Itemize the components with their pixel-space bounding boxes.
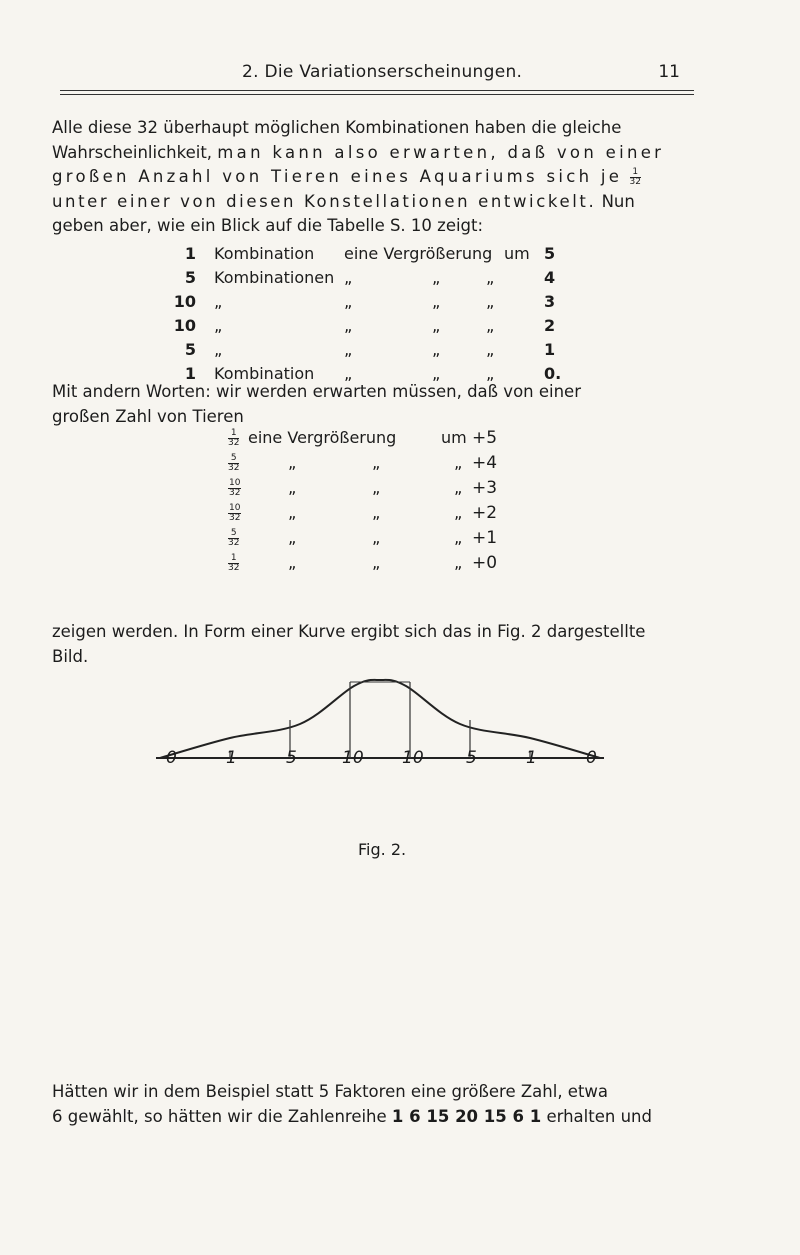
p4-line-2a: 6 gewählt, so hätten wir die Zahlenreihe: [52, 1106, 387, 1126]
fraction-numerator: 1: [228, 554, 239, 564]
row-um: um: [441, 428, 467, 447]
fraction-numerator: 10: [229, 478, 241, 488]
x-tick-label: 10: [342, 748, 364, 768]
combination-word: Kombinationen: [214, 268, 335, 287]
fraction-denominator: 32: [228, 438, 240, 448]
header-rule-top: [60, 90, 694, 91]
combination-value: 1: [544, 340, 556, 359]
row-fraction: [228, 454, 239, 473]
figure-caption: Fig. 2.: [358, 840, 407, 859]
running-header: [60, 58, 692, 86]
x-tick-label: 10: [402, 748, 424, 768]
p1-line-4a: unter einer von diesen Konstellationen entwickelt.: [52, 191, 597, 211]
p4-line-1: Hätten wir in dem Beispiel statt 5 Faktoren eine größere Zahl, etwa: [52, 1082, 609, 1101]
row-ditto-1: „: [288, 528, 297, 547]
fraction-denominator: 32: [629, 177, 641, 187]
p3-line-2: Bild.: [52, 646, 89, 666]
row-value: +3: [472, 478, 498, 498]
combination-row: [160, 244, 580, 268]
combination-ditto-3: „: [486, 268, 495, 287]
combination-word: Kombination: [214, 364, 315, 383]
combination-phrase: „: [344, 292, 353, 311]
combination-value: 4: [544, 268, 556, 287]
combination-phrase: „: [344, 316, 353, 335]
fraction-numerator: 1: [630, 168, 641, 178]
p1-line-4b: Nun: [601, 191, 635, 211]
row-value: +0: [472, 553, 498, 573]
row-value: +2: [472, 503, 498, 523]
fraction-row: [226, 428, 526, 453]
combination-word: „: [214, 316, 223, 335]
combination-value: 3: [544, 292, 556, 311]
paragraph-3: [52, 620, 702, 669]
combination-phrase: „: [344, 340, 353, 359]
row-value: +4: [472, 453, 498, 473]
row-ditto-1: „: [288, 453, 297, 472]
row-ditto-1: „: [288, 553, 297, 572]
p4-line-2: [52, 1105, 702, 1130]
combination-word: „: [214, 292, 223, 311]
combination-ditto-2: „: [432, 292, 441, 311]
fraction-denominator: 32: [228, 463, 240, 473]
row-ditto-1: „: [288, 503, 297, 522]
fraction-table: [226, 428, 526, 578]
p1-line-4: [52, 190, 702, 215]
combination-count: 10: [173, 292, 196, 311]
p3-line-1: zeigen werden. In Form einer Kurve ergibt sich das in Fig. 2 dargestellte: [52, 622, 646, 641]
fraction-denominator: 32: [228, 538, 240, 548]
paragraph-2: [52, 380, 702, 429]
fraction-row: [226, 528, 526, 553]
row-fraction: [228, 504, 241, 523]
fraction-denominator: 32: [228, 563, 240, 573]
combination-value: 2: [544, 316, 556, 335]
combination-count: 10: [173, 316, 196, 335]
row-value: +1: [472, 528, 498, 548]
row-phrase: eine Vergrößerung: [248, 428, 397, 447]
x-axis-labels: [160, 748, 600, 778]
combination-ditto-2: „: [432, 268, 441, 287]
fraction-numerator: 1: [228, 429, 239, 439]
combination-row: [160, 340, 580, 364]
combination-table: [160, 244, 580, 388]
combination-phrase: eine Vergrößerung: [344, 244, 493, 263]
p1-line-2a: Wahrscheinlichkeit,: [52, 142, 213, 162]
row-fraction: [228, 554, 239, 573]
distribution-curve-figure: [170, 676, 590, 796]
x-tick-label: 0: [586, 748, 597, 768]
header-title: 2. Die Variationserscheinungen.: [242, 62, 523, 82]
combination-value: 0.: [544, 364, 562, 383]
fraction-numerator: 10: [229, 503, 241, 513]
fraction-denominator: 32: [229, 488, 241, 498]
bell-curve: [160, 680, 600, 758]
row-ditto-2: „: [372, 503, 381, 522]
combination-word: „: [214, 340, 223, 359]
p1-line-1: Alle diese 32 überhaupt möglichen Kombinationen haben die gleiche: [52, 118, 622, 137]
p1-line-2b: man kann also erwarten, daß von einer: [217, 142, 665, 162]
row-ditto-1: „: [288, 478, 297, 497]
row-ditto-3: „: [454, 478, 463, 497]
combination-row: [160, 316, 580, 340]
p1-line-5: geben aber, wie ein Blick auf die Tabelle S. 10 zeigt:: [52, 216, 484, 235]
combination-ditto-3: „: [486, 316, 495, 335]
p4-number-series: 1 6 15 20 15 6 1: [391, 1106, 542, 1126]
x-tick-label: 0: [166, 748, 177, 768]
combination-ditto-3: „: [486, 292, 495, 311]
combination-row: [160, 292, 580, 316]
p2-line-2: großen Zahl von Tieren: [52, 406, 244, 426]
combination-count: 5: [184, 268, 196, 287]
x-tick-label: 5: [466, 748, 477, 768]
row-ditto-2: „: [372, 528, 381, 547]
fraction-row: [226, 553, 526, 578]
paragraph-4: [52, 1080, 702, 1129]
row-fraction: [228, 529, 239, 548]
row-ditto-3: „: [454, 528, 463, 547]
row-ditto-3: „: [454, 453, 463, 472]
combination-ditto-2: „: [432, 316, 441, 335]
row-ditto-3: „: [454, 553, 463, 572]
x-tick-label: 1: [526, 748, 537, 768]
combination-ditto-3: „: [486, 364, 495, 383]
fraction-row: [226, 503, 526, 528]
row-value: +5: [472, 428, 498, 448]
combination-word: Kombination: [214, 244, 315, 263]
p1-line-2: [52, 141, 702, 166]
fraction-numerator: 5: [228, 454, 239, 464]
combination-ditto-3: „: [486, 340, 495, 359]
combination-ditto-2: „: [432, 340, 441, 359]
x-tick-label: 1: [226, 748, 237, 768]
row-ditto-2: „: [372, 478, 381, 497]
combination-value: 5: [544, 244, 556, 263]
p2-line-1: Mit andern Worten: wir werden erwarten müssen, daß von einer: [52, 382, 581, 401]
combination-ditto-2: „: [432, 364, 441, 383]
paragraph-1: [52, 116, 702, 239]
row-ditto-3: „: [454, 503, 463, 522]
combination-count: 5: [184, 340, 196, 359]
fraction-numerator: 5: [228, 529, 239, 539]
fraction-denominator: 32: [229, 513, 241, 523]
p1-fraction: [630, 168, 641, 187]
fraction-row: [226, 478, 526, 503]
row-ditto-2: „: [372, 553, 381, 572]
combination-row: [160, 268, 580, 292]
combination-phrase: „: [344, 364, 353, 383]
row-ditto-2: „: [372, 453, 381, 472]
combination-count: 1: [184, 244, 196, 263]
combination-ditto-3: um: [504, 244, 530, 263]
page-number: 11: [658, 62, 680, 82]
header-rule-bottom: [60, 94, 694, 95]
combination-count: 1: [184, 364, 196, 383]
combination-phrase: „: [344, 268, 353, 287]
p1-line-3a: großen Anzahl von Tieren eines Aquariums sich je: [52, 167, 623, 186]
row-fraction: [228, 479, 241, 498]
fraction-row: [226, 453, 526, 478]
p1-line-3: [52, 165, 702, 190]
p4-line-2b: erhalten und: [546, 1106, 652, 1126]
x-tick-label: 5: [286, 748, 297, 768]
row-fraction: [228, 429, 239, 448]
